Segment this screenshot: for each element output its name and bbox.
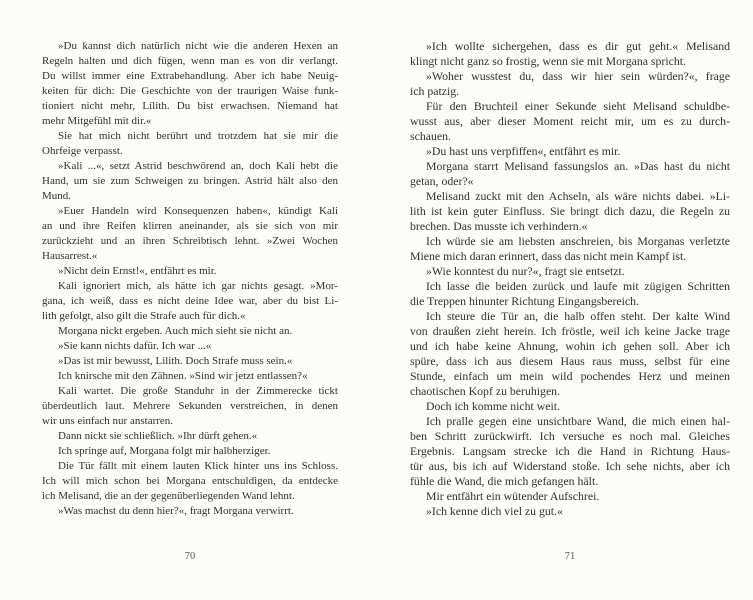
text-line: Ich pralle gegen eine unsichtbare Wand, die mich einen hal-	[426, 414, 730, 428]
text-line: keiten für dich: Die Geschichte von der traurigen Waise funk-	[42, 85, 338, 97]
text-line: »Ich kenne dich viel zu gut.«	[426, 504, 563, 518]
text-line: Regeln halten und dich fügen, wenn man es von dir verlangt.	[42, 55, 338, 67]
text-line: Stunde, einfach um mein wild pochendes Herz und meinen	[410, 369, 730, 383]
text-line: Sie hat mich nicht berührt und trotzdem hat sie mir die	[58, 130, 338, 142]
text-line: Dann nickt sie schließlich. »Ihr dürft gehen.«	[58, 430, 258, 442]
text-line: fühle die Wand, die mich gefangen hält.	[410, 474, 599, 488]
text-line: »Kali ...«, setzt Astrid beschwörend an, doch Kali hebt die	[58, 160, 338, 172]
text-line: Die Tür fällt mit einem lauten Klick hinter uns ins Schloss.	[58, 460, 338, 472]
text-line: Kali wartet. Die große Standuhr in der Zimmerecke tickt	[58, 385, 338, 397]
text-line: Ergebnis. Langsam strecke ich die Hand in Richtung Haus-	[410, 444, 730, 458]
text-line: Ich springe auf, Morgana folgt mir halbherziger.	[58, 445, 271, 457]
text-line: lith ist kein guter Einfluss. Sie bringt dich dazu, die Regeln zu	[410, 204, 730, 218]
text-line: Hand, um sie zum Schweigen zu bringen. Astrid hält also den	[42, 175, 338, 187]
text-line: »Du kannst dich natürlich nicht wie die anderen Hexen an	[58, 40, 338, 52]
text-line: Ich will mich schon bei Morgana entschuldigen, da entdecke	[42, 475, 338, 487]
text-line: Hausarrest.«	[42, 250, 98, 262]
text-line: Kali ignoriert mich, als hätte ich gar nichts gesagt. »Mor-	[58, 280, 338, 292]
text-line: Melisand zuckt mit den Achseln, als wäre nichts dabei. »Li-	[426, 189, 730, 203]
right-page-number: 71	[564, 551, 576, 562]
text-line: zurückzieht und an ihren Schreibtisch lehnt. »Zwei Wochen	[42, 235, 338, 247]
text-line: klingt nicht ganz so frostig, wenn sie mit Morgana spricht.	[410, 54, 686, 68]
text-line: wir uns einfach nur anstarren.	[42, 415, 174, 427]
text-line: getan, oder?«	[410, 174, 474, 188]
text-line: ich Melisand, die an der gegenüberliegenden Wand lehnt.	[42, 490, 295, 502]
text-line: »Euer Handeln wird Konsequenzen haben«, kündigt Kali	[58, 205, 338, 217]
text-line: Doch ich komme nicht weit.	[426, 399, 560, 413]
text-line: ben Schritt zurückwirft. Ich versuche es noch mal. Gleiches	[410, 429, 730, 443]
text-line: brechen. Das musste ich verhindern.«	[410, 219, 588, 233]
text-line: die Treppen hinunter Richtung Eingangsbereich.	[410, 294, 640, 308]
text-line: Ich würde sie am liebsten anschreien, bis Morganas verletzte	[426, 234, 730, 248]
text-line: »Ich wollte sichergehen, dass es dir gut geht.« Melisand	[426, 39, 730, 53]
text-line: Morgana starrt Melisand fassungslos an. »Das hast du nicht	[426, 159, 730, 173]
text-line: Morgana nickt ergeben. Auch mich sieht sie nicht an.	[58, 325, 293, 337]
text-line: lith gefolgt, also gilt die Strafe auch für dich.«	[42, 310, 246, 322]
text-line: chaotischen Kopf zu beruhigen.	[410, 384, 561, 398]
text-line: an und ihre Reifen klirren aneinander, als sie sich von mir	[42, 220, 338, 232]
left-page-number: 70	[184, 551, 196, 562]
text-line: Ich lasse die beiden zurück und laufe mit zügigen Schritten	[426, 279, 730, 293]
text-line: »Nicht dein Ernst!«, entfährt es mir.	[58, 265, 217, 277]
text-line: Ich knirsche mit den Zähnen. »Sind wir jetzt entlassen?«	[58, 370, 308, 382]
text-line: Ich steure die Tür an, die halb offen steht. Der kalte Wind	[426, 309, 730, 323]
text-line: gana, ich weiß, dass es nicht deine Idee war, aber du bist Li-	[42, 295, 338, 307]
text-line: Mund.	[42, 190, 72, 202]
text-line: Für den Bruchteil einer Sekunde sieht Melisand schuldbe-	[426, 99, 730, 113]
text-line: spüre, dass ich aus diesem Haus raus muss, selbst für eine	[410, 354, 730, 368]
text-line: tioniert nicht mehr, Lilith. Du bist erwachsen. Niemand hat	[42, 100, 338, 112]
text-line: »Sie kann nichts dafür. Ich war ...«	[58, 340, 212, 352]
text-line: »Wie konntest du nur?«, fragt sie entsetzt.	[426, 264, 625, 278]
text-line: »Woher wusstest du, dass wir hier sein würden?«, frage	[426, 69, 730, 83]
text-line: und ich habe keine Ahnung, wohin ich gehen soll. Aber ich	[410, 339, 730, 353]
text-line: »Was machst du denn hier?«, fragt Morgana verwirrt.	[58, 505, 294, 517]
left-page-text	[42, 39, 338, 519]
text-line: schauen.	[410, 129, 451, 143]
right-page-text	[410, 39, 730, 519]
text-line: mehr Mitgefühl mit dir.«	[42, 115, 152, 127]
text-line: tür aus, bis ich auf Widerstand stoße. Ich sehe nichts, aber ich	[410, 459, 730, 473]
text-line: ich patzig.	[410, 84, 460, 98]
text-line: »Das ist mir bewusst, Lilith. Doch Strafe muss sein.«	[58, 355, 293, 367]
text-line: Miene mich daran erinnert, dass das nicht mein Kampf ist.	[410, 249, 687, 263]
text-line: wusst aus, aber dieser Moment reicht mir, um es zu durch-	[410, 114, 730, 128]
text-line: Ohrfeige verpasst.	[42, 145, 123, 157]
text-line: »Du hast uns verpfiffen«, entfährt es mir.	[426, 144, 621, 158]
text-line: Mir entfährt ein wütender Aufschrei.	[426, 489, 600, 503]
text-line: von draußen zieht herein. Ich fröstle, weil ich keine Jacke trage	[410, 324, 730, 338]
text-line: überdeutlich laut. Mehrere Sekunden verstreichen, in denen	[42, 400, 338, 412]
text-line: Du willst immer eine Extrabehandlung. Aber ich habe Neuig-	[42, 70, 338, 82]
